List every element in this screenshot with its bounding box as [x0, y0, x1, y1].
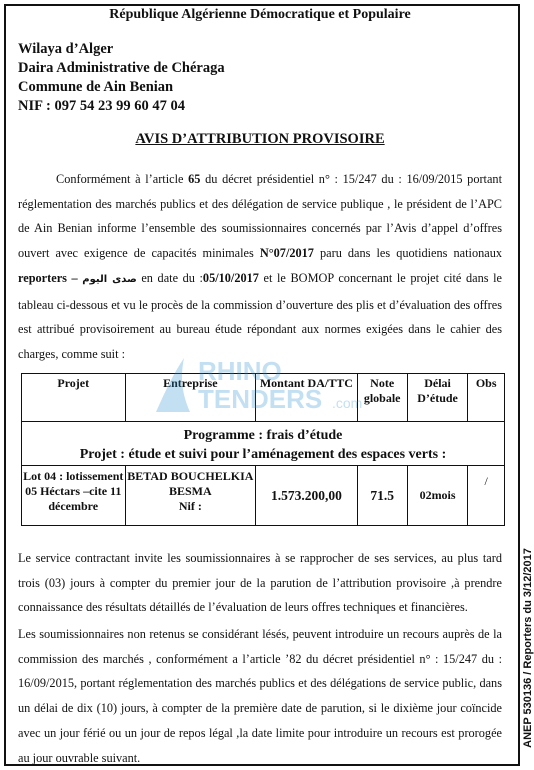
- commune-line: Commune de Ain Benian: [18, 79, 174, 95]
- header-obs: Obs: [468, 374, 505, 422]
- wilaya-line: Wilaya d’Alger: [18, 41, 114, 57]
- entreprise-nif: Nif :: [178, 499, 202, 513]
- programme-cell: [22, 422, 505, 466]
- intro-paragraph: Conformément à l’article 65 du décret présidentiel n° : 15/247 du : 16/09/2015 portant réglementation des marchés publics et des délégation de service publique , le président de l’APC de Ain Benian informe l’ensemble des soumissionnaires concernés par l’Avis d’appel d’offres ouvert avec exigence de capacités minimales N°07/2017 paru dans les quotidiens nationaux reporters – صدى اليوم en date du :05/10/2017 et le BOMOP concernant le projet cité dans le tableau ci-dessous et vu le procès de la commission d’ouverture des plis et d’évaluation des offres est attribué provisoirement au bureau étude répondant aux normes exigées dans le cahier des charges, comme suit :: [18, 172, 502, 361]
- publication-reference: ANEP 530136 / Reporters du 3/12/2017: [522, 548, 534, 748]
- document-title: AVIS D’ATTRIBUTION PROVISOIRE: [135, 131, 385, 147]
- entreprise-name: BETAD BOUCHELKIA BESMA: [127, 469, 254, 498]
- programme-label: Programme : frais d’étude: [183, 428, 343, 443]
- cell-entreprise: [125, 466, 256, 526]
- programme-row: [22, 422, 505, 466]
- cell-delai: 02mois: [407, 466, 468, 526]
- recours-paragraph: Les soumissionnaires non retenus se considérant lésés, peuvent introduire un recours auprès de la commission des marchés , conformément a l’article ’82 du décret présidentiel n° : 15/247 du : 16/09/2015, portant réglementation des marchés publics et des délégations de service public, dans un délai de dix (10) jours, à compter de la première date de parution, si le dixième jour coïncide avec un jour férié ou un jour de repos légal ,la date limite pour introduire un recours est prorogée au jour ouvrable suivant.: [18, 627, 502, 765]
- table-row: [22, 466, 505, 526]
- arabic-newspaper-name: صدى اليوم: [82, 273, 137, 285]
- watermark-suffix: .com: [332, 395, 363, 411]
- watermark-line1: RHINO: [198, 356, 282, 386]
- table-header-row: [22, 374, 505, 422]
- header-note: Note globale: [357, 374, 407, 422]
- republic-heading: République Algérienne Démocratique et Populaire: [109, 7, 411, 22]
- header-projet: Projet: [22, 374, 126, 422]
- cell-montant: 1.573.200,00: [256, 466, 357, 526]
- header-montant: Montant DA/TTC: [256, 374, 357, 422]
- header-entreprise: Entreprise: [125, 374, 256, 422]
- nif-line: NIF : 097 54 23 99 60 47 04: [18, 98, 186, 114]
- daira-line: Daira Administrative de Chéraga: [18, 60, 225, 76]
- watermark-line2: TENDERS: [198, 384, 323, 414]
- cell-obs: /: [468, 466, 505, 526]
- invitation-paragraph: Le service contractant invite les soumissionnaires à se rapprocher de ses services, au plus tard trois (03) jours à compter du premier jour de la parution de l’attribution provisoire ,à prendre connaissance des résultats détaillés de l’évaluation de leurs offres techniques et financières.: [18, 551, 502, 615]
- attribution-table: [21, 373, 505, 526]
- projet-description: Projet : étude et suivi pour l’aménagement des espaces verts :: [79, 447, 447, 462]
- issuer-block: [18, 40, 225, 116]
- cell-lot: Lot 04 : lotissement 05 Héctars –cite 11 décembre: [22, 466, 126, 526]
- cell-note: 71.5: [357, 466, 407, 526]
- header-delai: Délai D’étude: [407, 374, 468, 422]
